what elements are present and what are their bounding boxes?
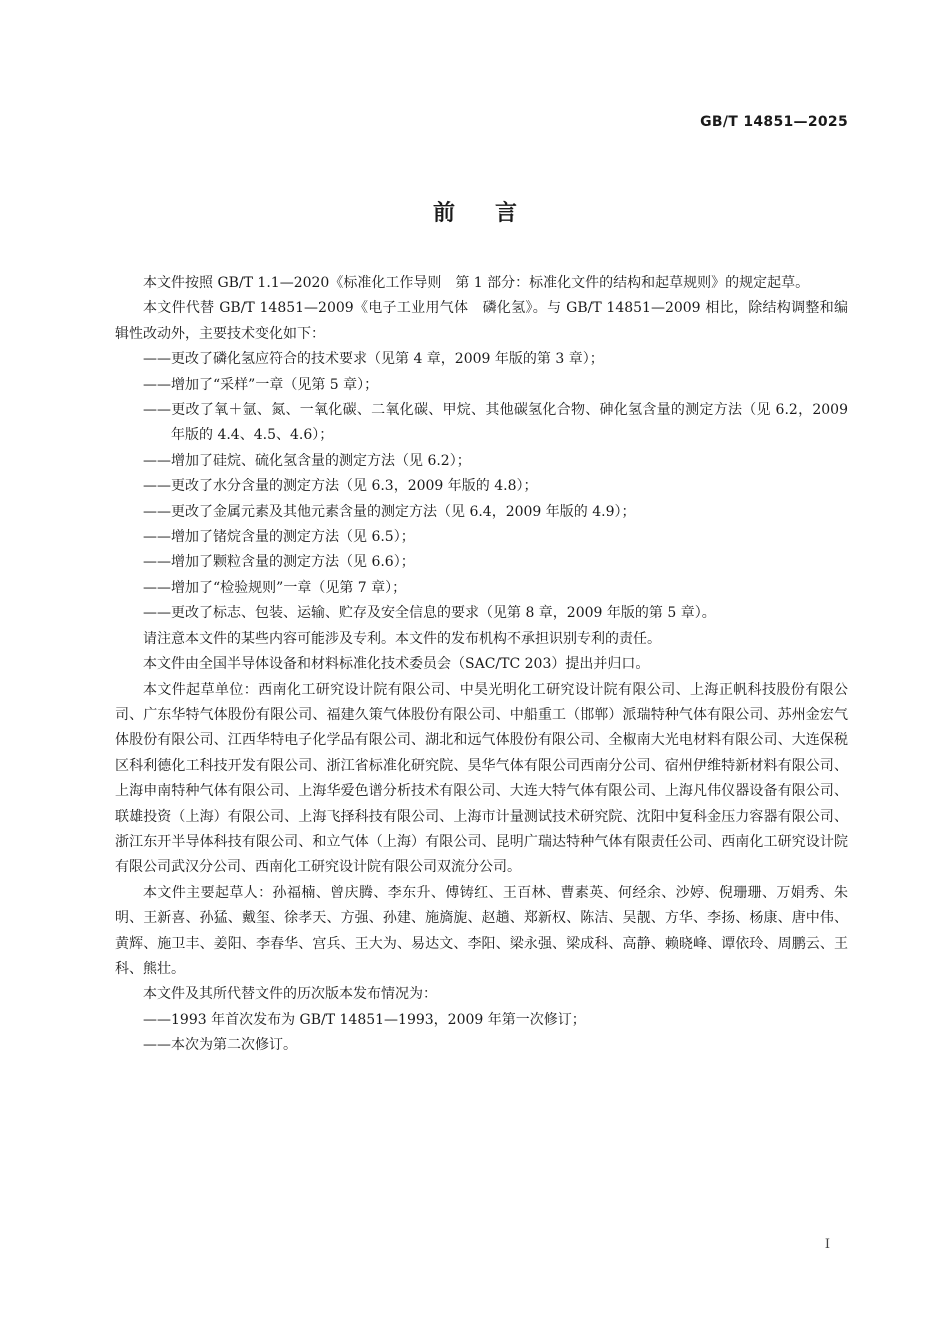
change-item: ——增加了“检验规则”一章（见第 7 章）； [143,579,407,596]
history-item: ——1993 年首次发布为 GB/T 14851—1993，2009 年第一次修订； [143,1011,586,1028]
foreword-body [115,271,848,1059]
history-intro-paragraph: 本文件及其所代替文件的历次版本发布情况为： [143,986,437,1003]
change-item: ——增加了颗粒含量的测定方法（见 6.6）； [143,554,415,571]
change-item: ——更改了磷化氢应符合的技术要求（见第 4 章，2009 年版的第 3 章）； [143,351,604,368]
change-item: ——增加了硅烷、硫化氢含量的测定方法（见 6.2）； [143,452,471,469]
drafters-paragraph: 本文件主要起草人：孙福楠、曾庆腾、李东升、傅铸红、王百林、曹素英、何经余、沙婷、倪珊珊、万娟秀、朱明、王新喜、孙猛、戴玺、徐孝天、方强、孙建、施旖旎、赵趟、郑新权、陈洁、吴靓、方华、李扬、杨康、唐中伟、黄辉、施卫丰、姜阳、李春华、宫兵、王大为、易达文、李阳、梁永强、梁成科、高静、赖晓峰、谭依玲、周鹏云、王科、熊壮。 [115,884,848,977]
standard-number: GB/T 14851—2025 [700,114,848,130]
patent-notice-paragraph: 请注意本文件的某些内容可能涉及专利。本文件的发布机构不承担识别专利的责任。 [143,630,661,647]
history-item: ——本次为第二次修订。 [143,1037,297,1054]
page-number: I [824,1237,830,1252]
replacement-paragraph: 本文件代替 GB/T 14851—2009《电子工业用气体 磷化氢》。与 GB/T 14851—2009 相比，除结构调整和编辑性改动外，主要技术变化如下： [115,300,848,342]
drafting-units-paragraph: 本文件起草单位：西南化工研究设计院有限公司、中昊光明化工研究设计院有限公司、上海正帆科技股份有限公司、广东华特气体股份有限公司、福建久策气体股份有限公司、中船重工（邯郸）派瑞特种气体有限公司、苏州金宏气体股份有限公司、江西华特电子化学品有限公司、湖北和远气体股份有限公司、全椒南大光电材料有限公司、大连保税区科利德化工科技开发有限公司、浙江省标准化研究院、昊华气体有限公司西南分公司、宿州伊维特新材料有限公司、上海申南特种气体有限公司、上海华爱色谱分析技术有限公司、大连大特气体有限公司、上海凡伟仪器设备有限公司、联雄投资（上海）有限公司、上海飞择科技有限公司、上海市计量测试技术研究院、沈阳中复科金压力容器有限公司、浙江东开半导体科技有限公司、和立气体（上海）有限公司、昆明广瑞达特种气体有限责任公司、西南化工研究设计院有限公司武汉分公司、西南化工研究设计院有限公司双流分公司。 [115,681,848,876]
change-item: ——更改了金属元素及其他元素含量的测定方法（见 6.4，2009 年版的 4.9）； [143,503,636,520]
change-item: ——更改了水分含量的测定方法（见 6.3，2009 年版的 4.8）； [143,478,538,495]
change-item: ——增加了“采样”一章（见第 5 章）； [143,376,379,393]
page-title: 前言 [432,201,557,226]
drafting-basis-paragraph: 本文件按照 GB/T 1.1—2020《标准化工作导则 第 1 部分：标准化文件的结构和起草规则》的规定起草。 [143,275,810,291]
proposer-paragraph: 本文件由全国半导体设备和材料标准化技术委员会（SAC/TC 203）提出并归口。 [143,656,650,673]
change-item: ——增加了锗烷含量的测定方法（见 6.5）； [143,529,415,546]
change-item: ——更改了氧＋氩、氮、一氧化碳、二氧化碳、甲烷、其他碳氢化合物、砷化氢含量的测定方法（见 6.2，2009 年版的 4.4、4.5、4.6）； [143,402,848,444]
change-item: ——更改了标志、包装、运输、贮存及安全信息的要求（见第 8 章，2009 年版的第 5 章）。 [143,605,716,622]
